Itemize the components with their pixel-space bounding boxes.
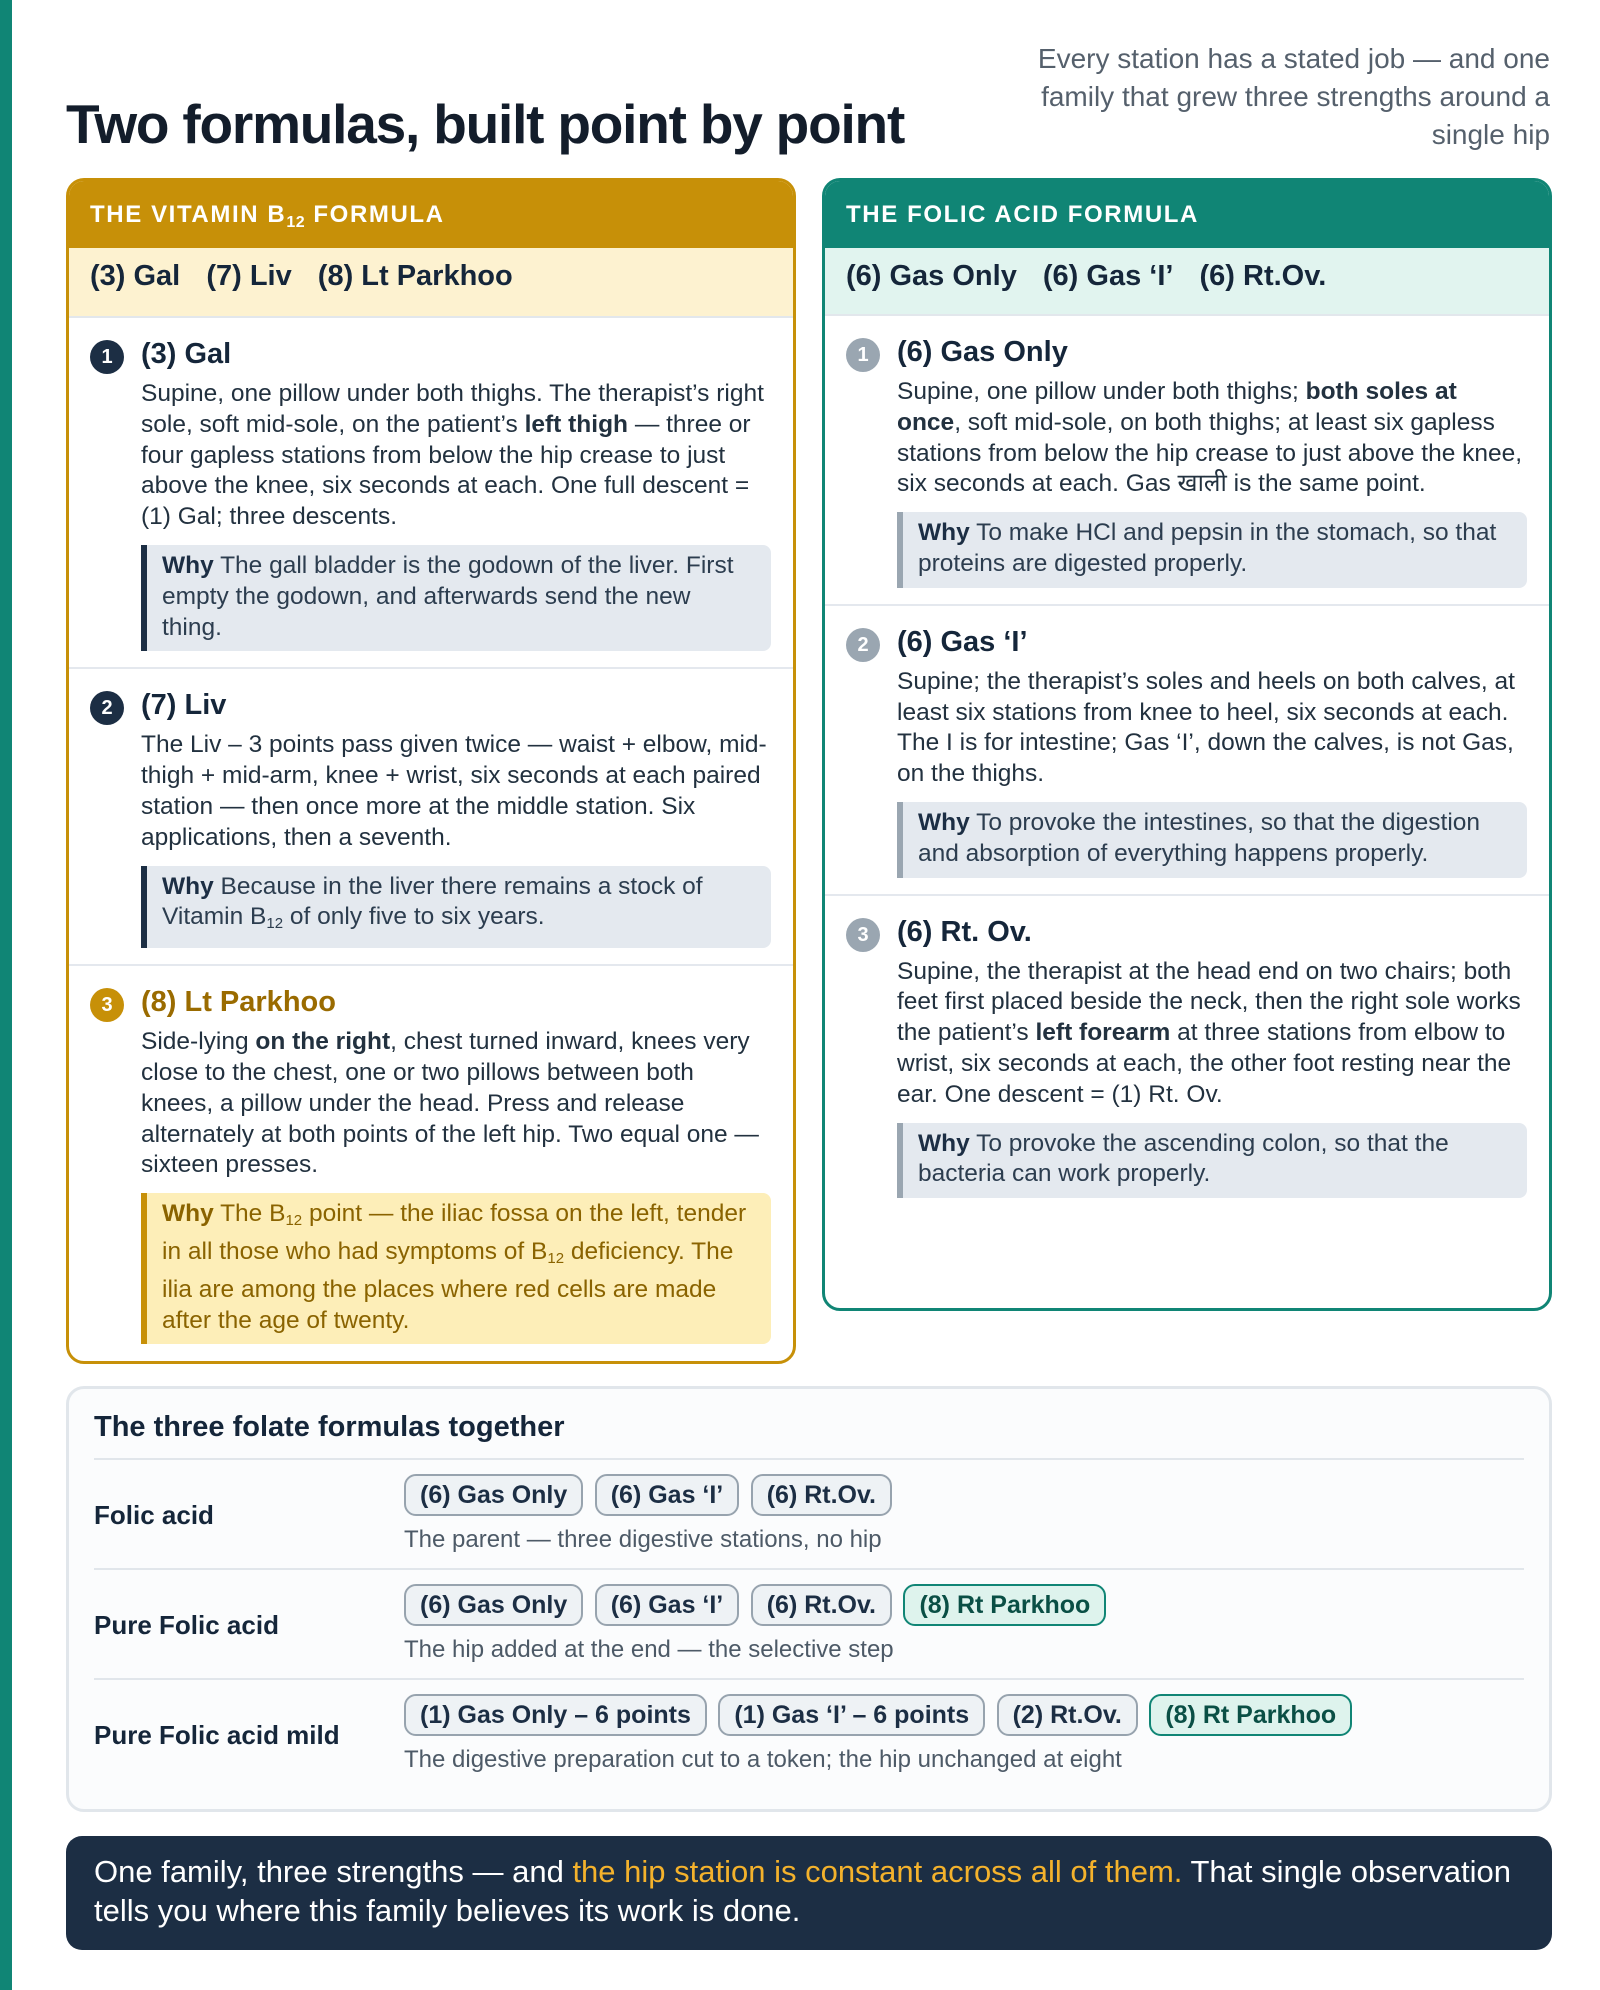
why-callout: Why The $B_{12}$ point — the iliac fossa on the left, tender in all those who had symptoms of $B_{12}$ deficiency. The ilia are among the places where red cells are made after the age of twenty. xyxy=(141,1193,771,1344)
point-description: Supine, one pillow under both thighs. The therapist’s right sole, soft mid-sole, on the patient’s left thigh — three or four gapless stations from below the hip crease to just above the knee, six seconds at each. One full descent = (1) Gal; three descents. xyxy=(141,380,764,531)
page-header xyxy=(66,40,1550,160)
summary-item: (8) Lt Parkhoo xyxy=(317,260,513,292)
why-callout: Why The gall bladder is the godown of the liver. First empty the godown, and afterwards send the new thing. xyxy=(141,545,771,651)
formula-name: Folic acid xyxy=(94,1500,214,1530)
accent-stripe xyxy=(0,0,12,1990)
point-description: Supine, the therapist at the head end on two chairs; both feet first placed beside the neck, then the right sole works the patient’s left forearm at three stations from elbow to wrist, six seconds at each, the other foot resting near the ear. One descent = (1) Rt. Ov. xyxy=(897,957,1521,1108)
b12-card-heading: THE VITAMIN $B_{12}$ FORMULA xyxy=(69,181,793,248)
point-description: Supine, one pillow under both thighs; both soles at once, soft mid-sole, on both thighs; at least six gapless stations from below the hip crease to just above the knee, six seconds at each. Gas खाली is the same point. xyxy=(897,378,1523,498)
conclusion-banner: One family, three strengths — and the hip station is constant across all of them. That single observation tells you where this family believes its work is done. xyxy=(66,1836,1552,1950)
formula-row-pure-folic-acid-mild xyxy=(94,1680,1524,1788)
summary-item: (3) Gal xyxy=(90,260,181,292)
formula-note: The digestive preparation cut to a token; the hip unchanged at eight xyxy=(404,1746,1122,1773)
summary-item: (6) Rt.Ov. xyxy=(1199,260,1327,292)
station-chip: (1) Gas ‘I’ – 6 points xyxy=(718,1694,985,1736)
point-title: (3) Gal xyxy=(141,338,232,370)
comparison-title: The three folate formulas together xyxy=(94,1389,1524,1460)
station-chip: (1) Gas Only – 6 points xyxy=(404,1694,707,1736)
point-title: (7) Liv xyxy=(141,689,227,722)
formula-chips xyxy=(404,1474,899,1516)
summary-item: (6) Gas Only xyxy=(846,260,1017,292)
formula-chips xyxy=(404,1584,1113,1626)
point-title: (6) Rt. Ov. xyxy=(897,915,1032,948)
formula-note: The parent — three digestive stations, no hip xyxy=(404,1526,882,1553)
vitamin-b12-formula-card xyxy=(66,178,796,1364)
why-callout: Why To make HCl and pepsin in the stomach, so that proteins are digested properly. xyxy=(897,512,1527,588)
point-title: (6) Gas Only xyxy=(897,336,1068,368)
point-title: (8) Lt Parkhoo xyxy=(141,986,336,1019)
hip-station-chip: (8) Rt Parkhoo xyxy=(903,1584,1106,1626)
station-chip: (6) Rt.Ov. xyxy=(751,1584,892,1626)
point-description: The Liv – 3 points pass given twice — waist + elbow, mid-thigh + mid-arm, knee + wrist, six seconds at each paired station — then once more at the middle station. Six applications, then a seventh. xyxy=(141,731,767,851)
b12-point-gal xyxy=(69,318,793,669)
hip-station-chip: (8) Rt Parkhoo xyxy=(1149,1694,1352,1736)
banner-highlight: the hip station is constant across all of them. xyxy=(572,1854,1183,1889)
point-description: Side-lying on the right, chest turned inward, knees very close to the chest, one or two pillows between both knees, a pillow under the head. Press and release alternately at both points of the left hip. Two equal one — sixteen presses. xyxy=(141,1028,759,1179)
b12-point-lt-parkhoo xyxy=(69,966,793,1360)
point-description: Supine; the therapist’s soles and heels on both calves, at least six stations from knee to heel, six seconds at each. The I is for intestine; Gas ‘I’, down the calves, is not Gas, on the thighs. xyxy=(897,667,1515,788)
formula-row-folic-acid xyxy=(94,1460,1524,1570)
step-number-badge: 1 xyxy=(90,340,124,374)
station-chip: (6) Gas Only xyxy=(404,1474,583,1516)
folic-point-gas-i xyxy=(825,606,1549,896)
step-number-badge: 3 xyxy=(90,988,124,1022)
station-chip: (6) Gas Only xyxy=(404,1584,583,1626)
folate-formulas-comparison xyxy=(66,1386,1552,1812)
why-callout: Why To provoke the intestines, so that the digestion and absorption of everything happens properly. xyxy=(897,802,1527,878)
summary-item: (6) Gas ‘I’ xyxy=(1042,260,1174,292)
formula-name: Pure Folic acid mild xyxy=(94,1720,340,1750)
folic-card-heading: THE FOLIC ACID FORMULA xyxy=(825,181,1549,248)
step-number-badge: 2 xyxy=(90,691,124,725)
formula-row-pure-folic-acid xyxy=(94,1570,1524,1680)
folic-acid-formula-card xyxy=(822,178,1552,1311)
b12-formula-summary xyxy=(69,248,793,318)
station-chip: (6) Rt.Ov. xyxy=(751,1474,892,1516)
step-number-badge: 2 xyxy=(846,628,880,662)
why-callout: Why To provoke the ascending colon, so that the bacteria can work properly. xyxy=(897,1123,1527,1199)
formula-note: The hip added at the end — the selective step xyxy=(404,1636,894,1663)
why-callout: Why Because in the liver there remains a stock of Vitamin $B_{12}$ of only five to six years. xyxy=(141,866,771,949)
folic-formula-summary xyxy=(825,248,1549,316)
folic-point-gas-only xyxy=(825,316,1549,606)
header-note: Every station has a stated job — and one family that grew three strengths around a single hip xyxy=(1037,43,1550,150)
station-chip: (6) Gas ‘I’ xyxy=(595,1584,740,1626)
b12-point-liv xyxy=(69,669,793,966)
station-chip: (2) Rt.Ov. xyxy=(997,1694,1138,1736)
summary-item: (7) Liv xyxy=(206,260,292,292)
step-number-badge: 3 xyxy=(846,918,880,952)
page-title: Two formulas, built point by point xyxy=(66,93,905,155)
formula-name: Pure Folic acid xyxy=(94,1610,279,1640)
point-title: (6) Gas ‘I’ xyxy=(897,625,1028,658)
station-chip: (6) Gas ‘I’ xyxy=(595,1474,740,1516)
step-number-badge: 1 xyxy=(846,338,880,372)
folic-point-rt-ov xyxy=(825,896,1549,1215)
formula-chips xyxy=(404,1694,1359,1736)
